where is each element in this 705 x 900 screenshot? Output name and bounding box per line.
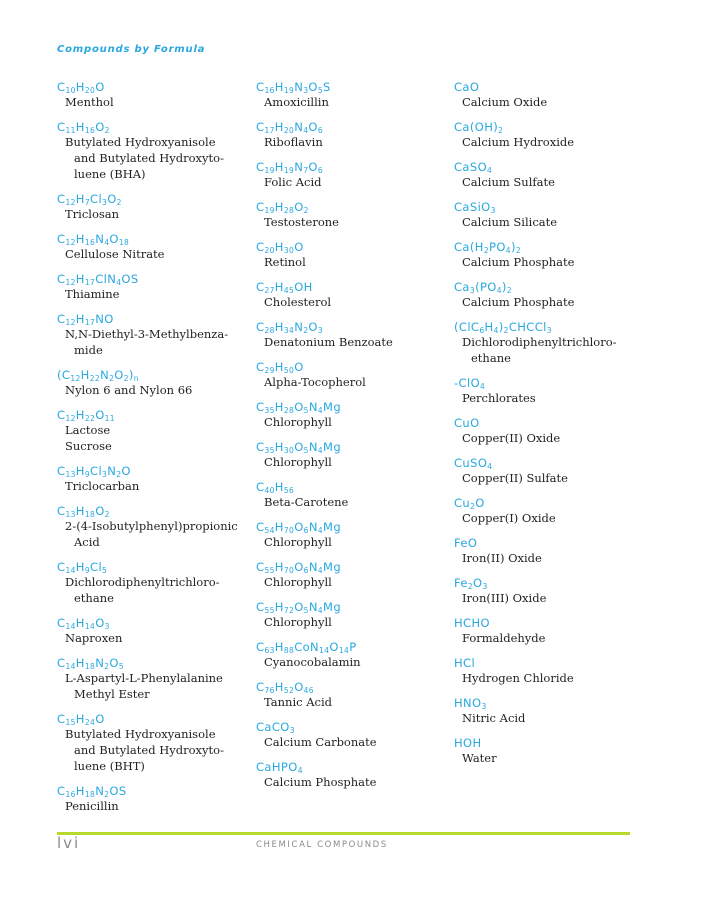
compound-entry [57, 712, 247, 774]
compound-formula: $C_{10}H_{20}O$ [57, 80, 105, 95]
compound-name: Beta-Carotene [264, 495, 349, 509]
compound-name: Copper(II) Oxide [462, 431, 561, 445]
compound-name: Nylon 6 and Nylon 66 [65, 383, 193, 397]
compound-name: Butylated Hydroxyanisole [65, 727, 216, 741]
compound-entry [256, 120, 446, 150]
compound-name: 2-(4-Isobutylphenyl)propionic [65, 519, 238, 533]
compound-name: luene (BHT) [74, 759, 145, 773]
compound-entry [57, 560, 247, 606]
compound-name: Testosterone [264, 215, 339, 229]
compound-name: Cholesterol [264, 295, 332, 309]
footer-rule [57, 832, 630, 835]
compound-name: Calcium Hydroxide [462, 135, 575, 149]
compound-entry [256, 680, 446, 710]
compound-entry [57, 120, 247, 182]
column-3 [454, 80, 644, 776]
compound-entry [454, 456, 644, 486]
compound-name: Formaldehyde [462, 631, 546, 645]
compound-name: N,N-Diethyl-3-Methylbenza- [65, 327, 229, 341]
compound-name: ethane [471, 351, 511, 365]
compound-name: Calcium Phosphate [462, 295, 575, 309]
compound-name: Chlorophyll [264, 415, 332, 429]
compound-name: Chlorophyll [264, 535, 332, 549]
compound-formula: $C_{35}H_{28}O_5N_4Mg$ [256, 400, 342, 415]
compound-formula: CaO [454, 80, 480, 94]
compound-formula: $C_{40}H_{56}$ [256, 480, 295, 495]
compound-name: Acid [74, 535, 100, 549]
compound-entry [256, 80, 446, 110]
compound-entry [57, 368, 247, 398]
compound-entry [454, 576, 644, 606]
running-header: Compounds by Formula [57, 44, 206, 55]
compound-entry [57, 504, 247, 550]
compound-name: Calcium Phosphate [462, 255, 575, 269]
compound-formula: $HNO_3$ [454, 696, 487, 711]
compound-formula: $C_{14}H_9Cl_5$ [57, 560, 108, 575]
compound-name: Copper(II) Sulfate [462, 471, 568, 485]
compound-formula: $C_{14}H_{18}N_2O_5$ [57, 656, 124, 671]
compound-name: Folic Acid [264, 175, 322, 189]
compound-entry [256, 640, 446, 670]
compound-formula: $C_{35}H_{30}O_5N_4Mg$ [256, 440, 342, 455]
compound-formula: $Ca(H_2PO_4)_2$ [454, 240, 522, 255]
compound-name: Nitric Acid [462, 711, 526, 725]
footer-section-title: CHEMICAL COMPOUNDS [256, 840, 388, 850]
compound-formula: HCl [454, 656, 476, 670]
compound-name: Hydrogen Chloride [462, 671, 574, 685]
compound-name: luene (BHA) [74, 167, 146, 181]
compound-formula: $C_{13}H_{18}O_2$ [57, 504, 110, 519]
compound-entry [57, 232, 247, 262]
compound-entry [256, 600, 446, 630]
compound-formula: $C_{17}H_{20}N_4O_6$ [256, 120, 323, 135]
compound-entry [256, 400, 446, 430]
compound-formula: $C_{15}H_{24}O$ [57, 712, 105, 727]
compound-name: Lactose [65, 423, 111, 437]
compound-formula: $C_{19}H_{28}O_2$ [256, 200, 309, 215]
compound-formula: CaCO$_3$ [256, 720, 295, 735]
compound-entry [454, 736, 644, 766]
compound-name: Butylated Hydroxyanisole [65, 135, 216, 149]
compound-entry [454, 80, 644, 110]
compound-entry [256, 360, 446, 390]
compound-formula: $C_{12}H_{17}NO$ [57, 312, 114, 327]
compound-name: Naproxen [65, 631, 123, 645]
compound-formula: $(C_{12}H_{22}N_2O_2)_n$ [57, 368, 139, 383]
compound-formula: $C_{12}H_{17}ClN_4OS$ [57, 272, 139, 287]
compound-formula: $C_{13}H_9Cl_3N_2O$ [57, 464, 131, 479]
compound-formula: $C_{12}H_7Cl_3O_2$ [57, 192, 122, 207]
compound-entry [454, 496, 644, 526]
compound-entry [454, 416, 644, 446]
compound-formula: $Ca(OH)_2$ [454, 120, 504, 135]
compound-formula: $C_{12}H_{16}N_4O_{18}$ [57, 232, 130, 247]
compound-entry [454, 120, 644, 150]
compound-formula: $C_{55}H_{72}O_5N_4Mg$ [256, 600, 342, 615]
compound-formula: CuO [454, 416, 480, 430]
compound-entry [256, 320, 446, 350]
compound-entry [256, 720, 446, 750]
compound-formula: $C_{16}H_{19}N_3O_5S$ [256, 80, 331, 95]
compound-formula: $C_{16}H_{18}N_2OS$ [57, 784, 127, 799]
compound-name: and Butylated Hydroxyto- [74, 743, 224, 757]
compound-name: Calcium Silicate [462, 215, 558, 229]
compound-formula: HCHO [454, 616, 490, 630]
compound-entry [57, 272, 247, 302]
compound-name: Sucrose [65, 439, 112, 453]
compound-name: mide [74, 343, 103, 357]
compound-name: Iron(II) Oxide [462, 551, 542, 565]
compound-name: Methyl Ester [74, 687, 150, 701]
compound-formula: CaSiO$_3$ [454, 200, 496, 215]
compound-entry [454, 696, 644, 726]
compound-entry [454, 280, 644, 310]
compound-entry [57, 464, 247, 494]
compound-name: Menthol [65, 95, 114, 109]
compound-name: Denatonium Benzoate [264, 335, 393, 349]
compound-name: Dichlorodiphenyltrichloro- [462, 335, 617, 349]
compound-name: Chlorophyll [264, 575, 332, 589]
compound-name: Dichlorodiphenyltrichloro- [65, 575, 220, 589]
compound-entry [454, 536, 644, 566]
compound-name: L-Aspartyl-L-Phenylalanine [65, 671, 223, 685]
compound-name: Perchlorates [462, 391, 536, 405]
compound-formula: $C_{20}H_{30}O$ [256, 240, 304, 255]
compound-entry [57, 656, 247, 702]
compound-entry [256, 280, 446, 310]
compound-name: Triclosan [65, 207, 120, 221]
compound-entry [454, 240, 644, 270]
compound-name: Calcium Carbonate [264, 735, 377, 749]
compound-name: Water [462, 751, 497, 765]
compound-name: Calcium Sulfate [462, 175, 555, 189]
compound-entry [57, 192, 247, 222]
compound-entry [256, 520, 446, 550]
compound-formula: $Fe_2O_3$ [454, 576, 488, 591]
compound-entry [256, 480, 446, 510]
compound-name: ethane [74, 591, 114, 605]
compound-entry [256, 160, 446, 190]
compound-name: Thiamine [65, 287, 120, 301]
compound-formula: $Cu_2O$ [454, 496, 485, 511]
compound-formula: $C_{28}H_{34}N_2O_3$ [256, 320, 323, 335]
page-number: lvi [57, 834, 81, 852]
compound-formula: $C_{29}H_{50}O$ [256, 360, 304, 375]
compound-formula: $(ClC_6H_4)_2CHCCl_3$ [454, 320, 552, 335]
compound-formula: $C_{76}H_{52}O_{46}$ [256, 680, 314, 695]
compound-name: Chlorophyll [264, 455, 332, 469]
compound-entry [454, 616, 644, 646]
compound-formula: $C_{11}H_{16}O_2$ [57, 120, 110, 135]
column-2 [256, 80, 446, 800]
compound-formula: FeO [454, 536, 478, 550]
compound-name: Triclocarban [65, 479, 140, 493]
column-1 [57, 80, 247, 824]
compound-formula: $Ca_3(PO_4)_2$ [454, 280, 512, 295]
compound-name: Iron(III) Oxide [462, 591, 547, 605]
compound-name: Chlorophyll [264, 615, 332, 629]
compound-name: Retinol [264, 255, 306, 269]
compound-entry [57, 312, 247, 358]
compound-formula: $C_{63}H_{88}CoN_{14}O_{14}P$ [256, 640, 357, 655]
compound-entry [454, 656, 644, 686]
compound-entry [256, 560, 446, 590]
compound-name: Cyanocobalamin [264, 655, 361, 669]
compound-entry [256, 240, 446, 270]
compound-entry [57, 80, 247, 110]
compound-formula: CaSO$_4$ [454, 160, 493, 175]
compound-formula: $C_{12}H_{22}O_{11}$ [57, 408, 115, 423]
compound-name: Amoxicillin [264, 95, 329, 109]
compound-formula: CaHPO$_4$ [256, 760, 303, 775]
compound-entry [454, 320, 644, 366]
compound-entry [256, 760, 446, 790]
compound-entry [454, 200, 644, 230]
compound-formula: $C_{27}H_{45}OH$ [256, 280, 313, 295]
compound-entry [57, 616, 247, 646]
compound-name: Alpha-Tocopherol [264, 375, 366, 389]
compound-name: Tannic Acid [264, 695, 333, 709]
compound-name: Calcium Oxide [462, 95, 548, 109]
compound-formula: CuSO$_4$ [454, 456, 493, 471]
compound-name: Cellulose Nitrate [65, 247, 165, 261]
compound-name: Calcium Phosphate [264, 775, 377, 789]
compound-formula: $C_{54}H_{70}O_6N_4Mg$ [256, 520, 342, 535]
compound-entry [256, 200, 446, 230]
compound-entry [57, 784, 247, 814]
compound-entry [256, 440, 446, 470]
compound-entry [454, 376, 644, 406]
compound-formula: $C_{14}H_{14}O_3$ [57, 616, 110, 631]
compound-entry [454, 160, 644, 190]
compound-formula: -ClO$_4$ [454, 376, 486, 391]
compound-name: and Butylated Hydroxyto- [74, 151, 224, 165]
compound-name: Penicillin [65, 799, 119, 813]
compound-formula: $C_{55}H_{70}O_6N_4Mg$ [256, 560, 342, 575]
compound-formula: $C_{19}H_{19}N_7O_6$ [256, 160, 323, 175]
compound-name: Copper(I) Oxide [462, 511, 556, 525]
compound-entry [57, 408, 247, 454]
compound-name: Riboflavin [264, 135, 323, 149]
compound-formula: HOH [454, 736, 482, 750]
